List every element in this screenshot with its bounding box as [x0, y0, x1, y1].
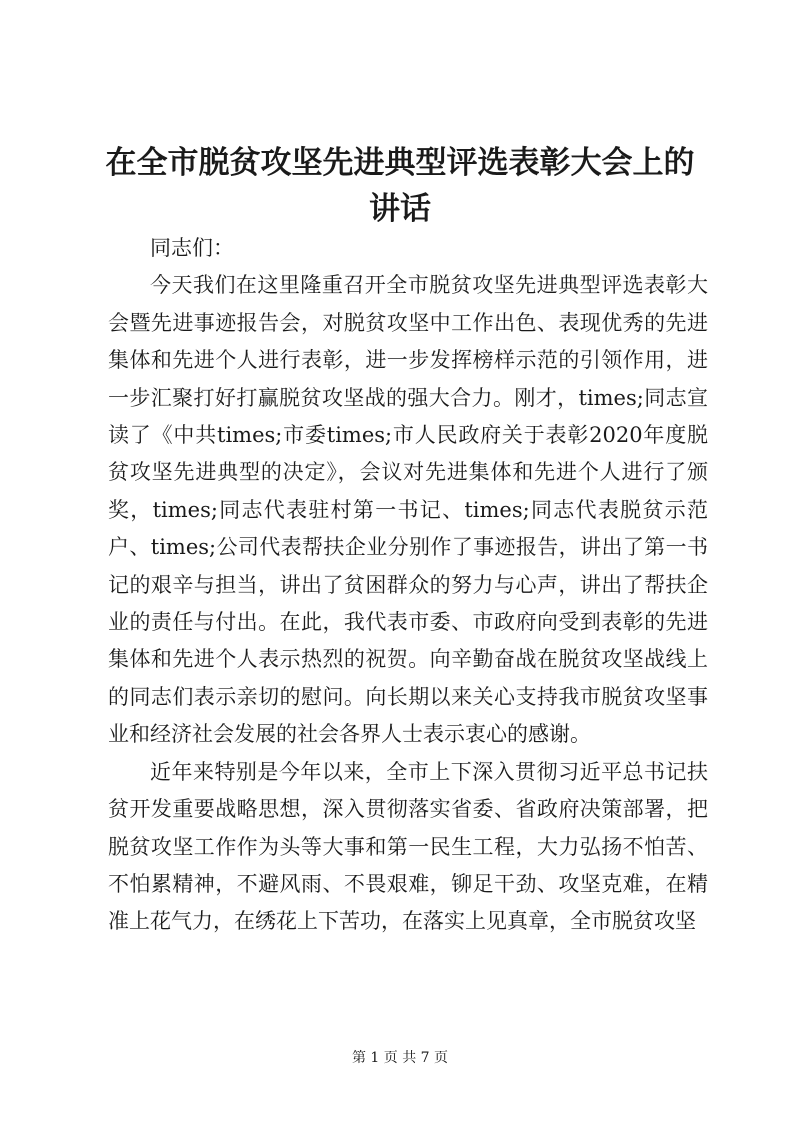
salutation: 同志们：	[150, 236, 234, 260]
paragraph-1: 今天我们在这里隆重召开全市脱贫攻坚先进典型评选表彰大会暨先进事迹报告会，对脱贫攻坚中工作出色、表现优秀的先进集体和先进个人进行表彰，进一步发挥榜样示范的引领作用，进一步汇聚打好打赢脱贫攻坚战的强大合力。刚才，times;同志宣读了《中共times;市委times;市人民政府关于表彰2020年度脱贫攻坚先进典型的决定》，会议对先进集体和先进个人进行了颁奖，times;同志代表驻村第一书记、times;同志代表脱贫示范户、times;公司代表帮扶企业分别作了事迹报告，讲出了第一书记的艰辛与担当，讲出了贫困群众的努力与心声，讲出了帮扶企业的责任与付出。在此，我代表市委、市政府向受到表彰的先进集体和先进个人表示热烈的祝贺。向辛勤奋战在脱贫攻坚战线上的同志们表示亲切的慰问。向长期以来关心支持我市脱贫攻坚事业和经济社会发展的社会各界人士表示衷心的感谢。	[108, 273, 708, 747]
document-title: 在全市脱贫攻坚先进典型评选表彰大会上的讲话	[105, 145, 695, 227]
paragraph-2: 近年来特别是今年以来，全市上下深入贯彻习近平总书记扶贫开发重要战略思想，深入贯彻落实省委、省政府决策部署，把脱贫攻坚工作作为头等大事和第一民生工程，大力弘扬不怕苦、不怕累精神，不避风雨、不畏艰难，铆足干劲、攻坚克难，在精准上花气力，在绣花上下苦功，在落实上见真章，全市脱贫攻坚	[108, 759, 708, 934]
page-footer: 第 1 页 共 7 页	[351, 1050, 449, 1066]
document-body	[108, 230, 708, 941]
